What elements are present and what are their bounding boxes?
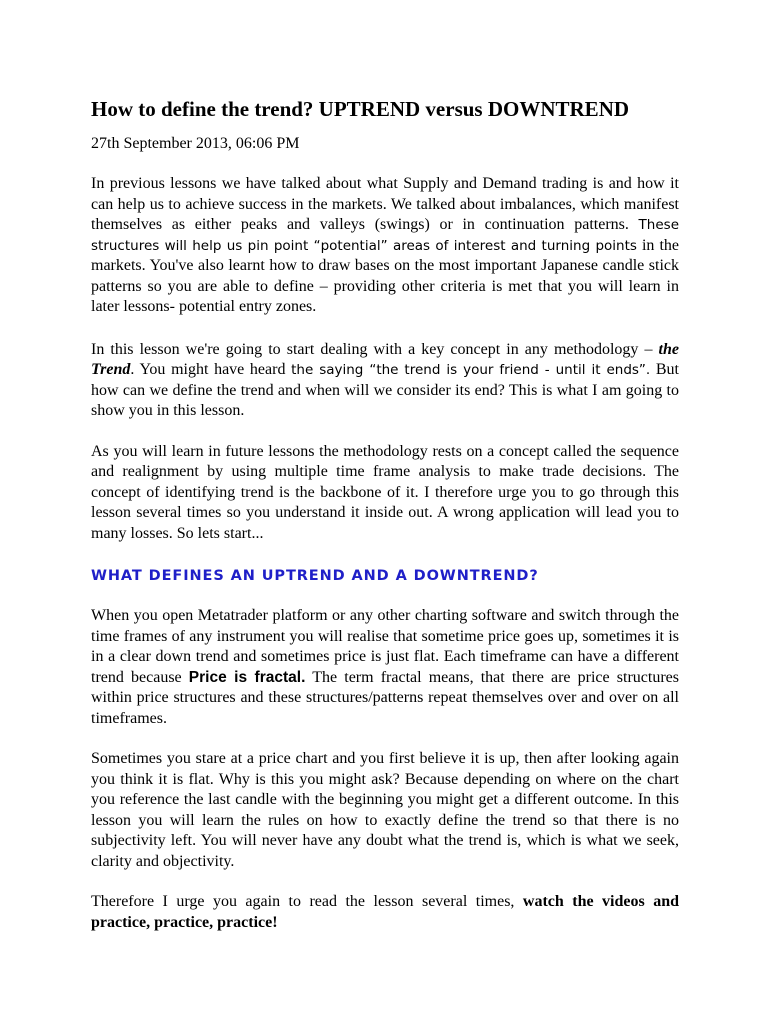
paragraph-fractal: [91, 606, 679, 729]
paragraph-fractal-part-a: When you open Metatrader platform or any other charting software and switch through the time frames of any instrument you will realise that sometime price goes up, sometimes it is in a clear down trend and sometimes price is just flat. Each timeframe can have a different trend because: [91, 607, 679, 686]
paragraph-intro-part-c: in the markets. You've also learnt how to draw bases on the most important Japanese candle stick patterns so you are able to define – providing other criteria is met that you will learn in later lessons- potential entry zones.: [91, 236, 679, 315]
article: [91, 96, 679, 933]
paragraph-trend-part-c: But how can we define the trend and when will we consider its end? This is what I am going to show you in this lesson.: [91, 361, 679, 419]
paragraph-conclusion-part-a: Therefore I urge you again to read the lesson several times,: [91, 893, 523, 910]
paragraph-conclusion: [91, 892, 679, 933]
paragraph-fractal-part-b: The term fractal means, that there are price structures within price structures and these structures/patterns repeat themselves over and over on all timeframes.: [91, 668, 679, 727]
paragraph-trend-part-b: . You might have heard: [130, 361, 292, 378]
paragraph-intro: [91, 174, 679, 318]
the-trend-emphasis: the Trend: [91, 340, 679, 378]
publish-date: 27th September 2013, 06:06 PM: [91, 135, 300, 152]
paragraph-trend-part-a: In this lesson we're going to start dealing with a key concept in any methodology –: [91, 340, 659, 358]
section-heading: WHAT DEFINES AN UPTREND AND A DOWNTREND?: [91, 568, 539, 584]
practice-call-to-action: watch the videos and practice, practice, practice!: [91, 893, 679, 931]
paragraph-trend-concept: [91, 340, 679, 422]
paragraph-intro-part-a: In previous lessons we have talked about what Supply and Demand trading is and how it can help us to achieve success in the markets. We talked about imbalances, which manifest themselves as either peaks and valleys (swings) or in continuation patterns.: [91, 175, 679, 233]
paragraph-subjectivity: Sometimes you stare at a price chart and you first believe it is up, then after looking again you think it is flat. Why is this you might ask? Because depending on where on the chart you reference the last candle with the beginning you might get a different outcome. In this lesson you will learn the rules on how to exactly define the trend so that there is no subjectivity left. You will never have any doubt what the trend is, which is what we seek, clarity and objectivity.: [91, 750, 679, 870]
trend-saying-quote: the saying “the trend is your friend - until it ends”.: [291, 362, 651, 378]
paragraph-intro-part-b: These structures will help us pin point “potential” areas of interest and turning points: [91, 217, 679, 254]
price-is-fractal-bold: Price is fractal.: [188, 668, 306, 686]
page-title: How to define the trend? UPTREND versus DOWNTREND: [91, 97, 630, 121]
paragraph-methodology: As you will learn in future lessons the methodology rests on a concept called the sequence and realignment by using multiple time frame analysis to make trade decisions. The concept of identifying trend is the backbone of it. I therefore urge you to go through this lesson several times so you understand it inside out. A wrong application will lead you to many losses. So lets start...: [91, 442, 679, 542]
